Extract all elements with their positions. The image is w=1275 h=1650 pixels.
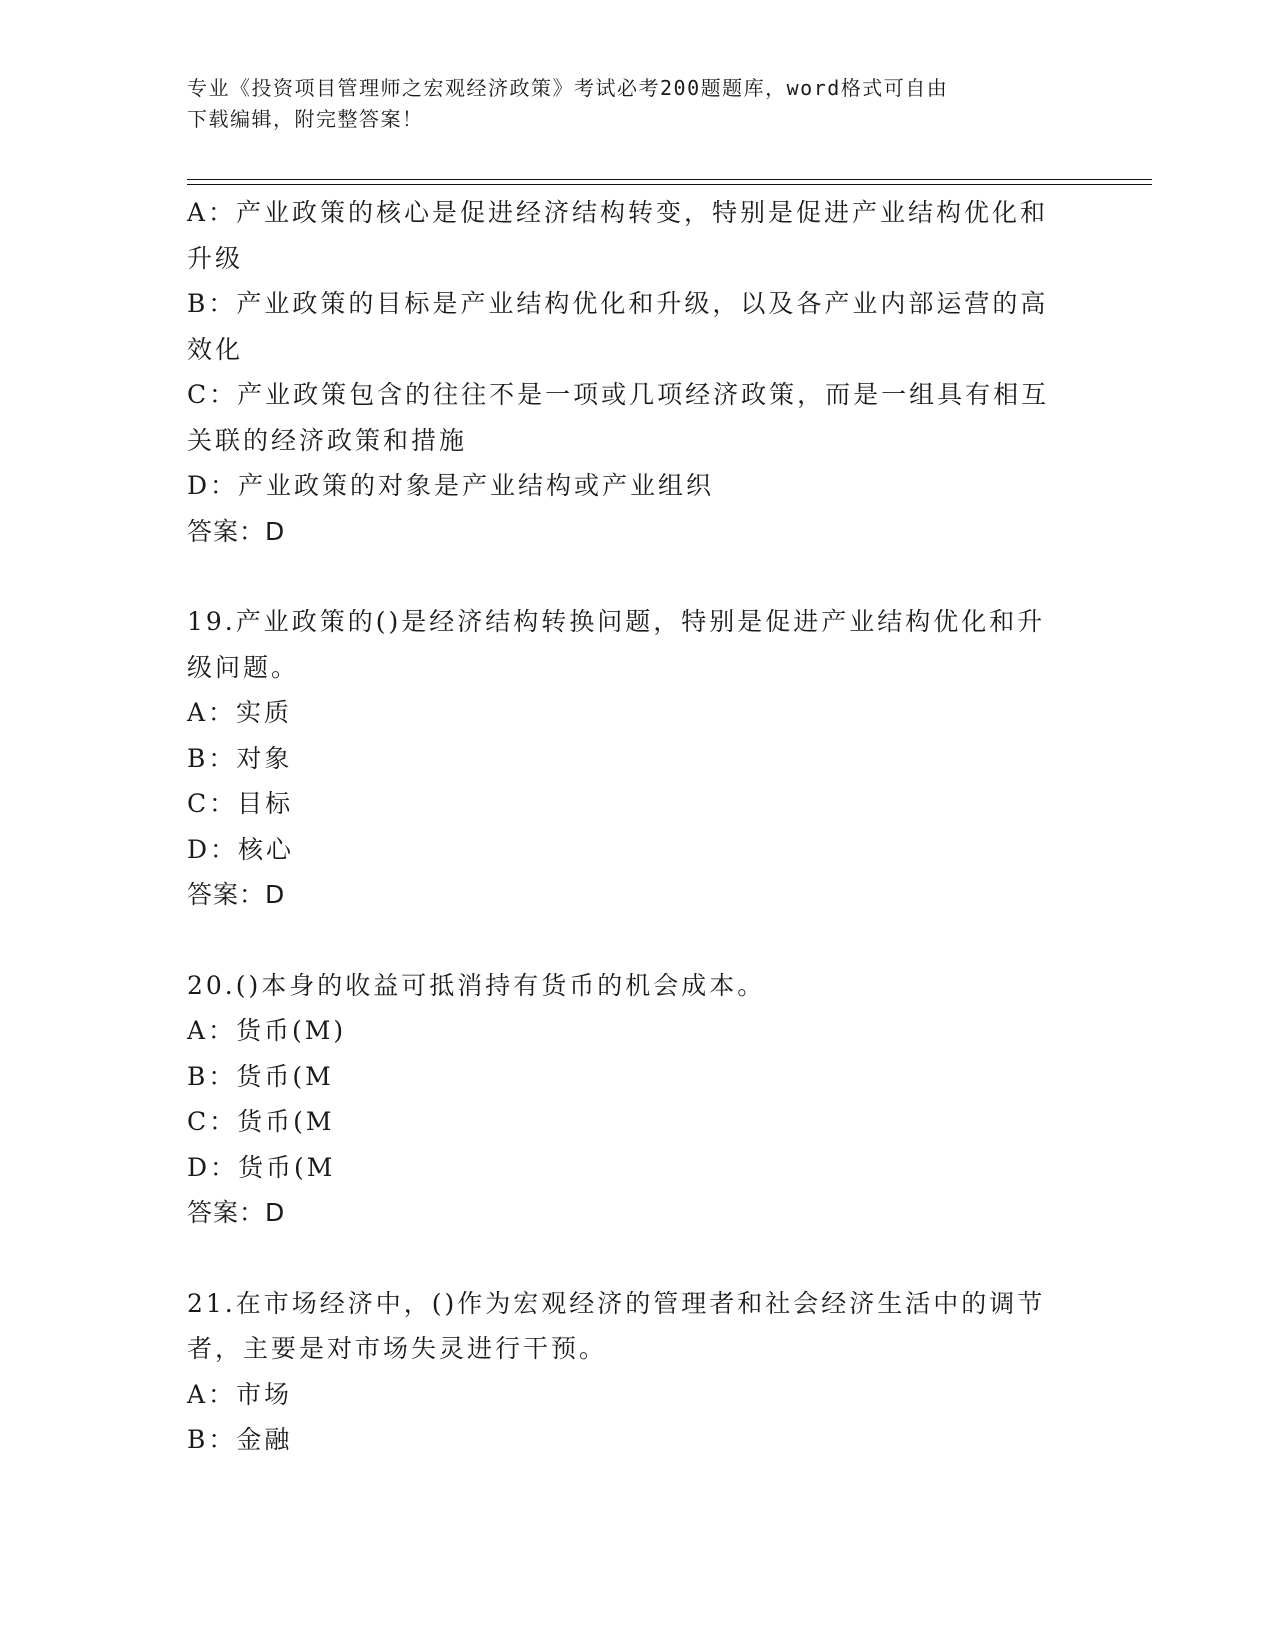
option-line: B：货币(M bbox=[187, 1061, 334, 1091]
answer-line: 答案：D bbox=[187, 516, 286, 546]
header-divider-top bbox=[187, 179, 1152, 180]
option-line: 关联的经济政策和措施 bbox=[187, 425, 468, 455]
option-line: C：货币(M bbox=[187, 1107, 335, 1136]
answer-line: 答案：D bbox=[187, 880, 286, 909]
question-stem: 19.产业政策的()是经济结构转换问题，特别是促进产业结构优化和升 bbox=[187, 607, 1046, 636]
question-stem: 21.在市场经济中，()作为宏观经济的管理者和社会经济生活中的调节 bbox=[187, 1288, 1046, 1318]
option-line: D：核心 bbox=[187, 834, 295, 864]
question-stem: 者，主要是对市场失灵进行干预。 bbox=[187, 1334, 608, 1363]
question-18-block bbox=[187, 190, 1067, 554]
question-21-block bbox=[187, 1281, 1067, 1463]
question-list bbox=[187, 190, 1067, 1463]
header-title-line-2: 下载编辑，附完整答案！ bbox=[187, 107, 424, 131]
question-20-block bbox=[187, 963, 1067, 1236]
header-divider-bottom bbox=[187, 184, 1152, 185]
question-stem: 级问题。 bbox=[187, 652, 300, 682]
option-line: 升级 bbox=[187, 243, 244, 273]
option-line: D：产业政策的对象是产业结构或产业组织 bbox=[187, 471, 715, 500]
option-line: A：实质 bbox=[187, 698, 293, 727]
answer-line: 答案：D bbox=[187, 1198, 286, 1227]
option-line: B：产业政策的目标是产业结构优化和升级，以及各产业内部运营的高 bbox=[187, 289, 1049, 318]
document-header bbox=[187, 73, 1087, 135]
question-stem: 20.()本身的收益可抵消持有货币的机会成本。 bbox=[187, 970, 766, 1000]
header-title-line-1: 专业《投资项目管理师之宏观经济政策》考试必考200题题库，word格式可自由 bbox=[187, 76, 949, 100]
option-line: B：对象 bbox=[187, 743, 293, 773]
question-19-block bbox=[187, 599, 1067, 918]
option-line: D：货币(M bbox=[187, 1152, 336, 1182]
option-line: A：产业政策的核心是促进经济结构转变，特别是促进产业结构优化和 bbox=[187, 198, 1049, 227]
option-line: C：产业政策包含的往往不是一项或几项经济政策，而是一组具有相互 bbox=[187, 380, 1050, 409]
option-line: 效化 bbox=[187, 334, 244, 364]
option-line: C：目标 bbox=[187, 789, 294, 818]
option-line: A：货币(M) bbox=[187, 1016, 347, 1045]
option-line: B：金融 bbox=[187, 1425, 293, 1454]
option-line: A：市场 bbox=[187, 1379, 293, 1409]
